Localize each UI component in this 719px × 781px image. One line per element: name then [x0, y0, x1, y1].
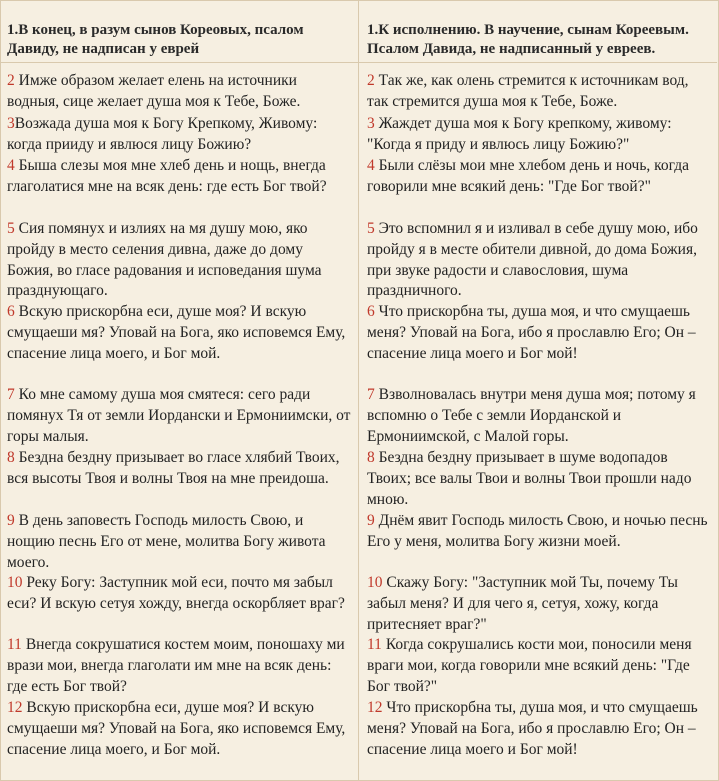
- verse-text: Так же, как олень стремится к источникам вод, так стремится душа моя к Тебе, Боже.: [367, 72, 689, 110]
- verse-2: [367, 71, 711, 113]
- verse-text: Имже образом желает елень на источники водныя, сице желает душа моя к Тебе, Боже.: [7, 72, 301, 110]
- verse-text: Днём явит Господь милость Свою, и ночью песнь Его у меня, молитва Богу жизни моей.: [367, 512, 708, 550]
- verse-number: 9: [7, 512, 15, 529]
- verse-text: Жаждет душа моя к Богу крепкому, живому: "Когда я приду и явлюсь лицу Божию?": [367, 115, 672, 153]
- verse-text: Бездна бездну призывает во гласе хлябий Твоих, вся высоты Твоя и волны Твоя на мне преидоша.: [7, 449, 340, 487]
- verse-6: [7, 302, 352, 364]
- verse-text: В день заповесть Господь милость Свою, и нощию песнь Его от мене, молитва Богу живота моего.: [7, 512, 326, 571]
- verse-9: [7, 511, 352, 573]
- verse-number: 8: [367, 449, 375, 466]
- verse-7: [367, 385, 711, 447]
- verse-text: Внегда сокрушатися костем моим, поношаху ми врази мои, внегда глаголати им мне на всяк день: где есть Бог твой?: [7, 636, 345, 695]
- verse-2: [7, 71, 352, 113]
- verse-11: [367, 635, 711, 697]
- verse-10: [7, 573, 352, 615]
- verse-text: Бездна бездну призывает в шуме водопадов Твоих; все валы Твои и волны Твои прошли надо мною.: [367, 449, 692, 508]
- verse-text: Были слёзы мои мне хлебом день и ночь, когда говорили мне всякий день: "Где Бог твой?": [367, 157, 690, 195]
- verse-4: [7, 156, 352, 198]
- verse-number: 6: [7, 303, 15, 320]
- verse-text: Сия помянух и излиях на мя душу мою, яко пройду в место селения дивна, даже до дому Божия, во гласе радования и исповедания шума празднующаго.: [7, 220, 322, 300]
- verse-number: 5: [7, 220, 15, 237]
- verse-text: Возжада душа моя к Богу Крепкому, Живому: когда прииду и явлюся лицу Божию?: [7, 115, 318, 153]
- verse-8: [367, 448, 711, 510]
- verse-number: 10: [367, 574, 383, 591]
- verse-12: [367, 698, 711, 760]
- right-heading: 1.К исполнению. В научение, сынам Кореевым. Псалом Давида, не надписанный у евреев.: [359, 1, 717, 63]
- verse-number: 2: [367, 72, 375, 89]
- verse-text: Что прискорбна ты, душа моя, и что смущаешь меня? Уповай на Бога, ибо я прославлю Его; Он – спасение лица моего и Бог мой!: [367, 303, 696, 362]
- verse-text: Быша слезы моя мне хлеб день и нощь, внегда глаголатися мне на всяк день: где есть Бог твой?: [7, 157, 327, 195]
- verse-number: 12: [367, 699, 383, 716]
- verse-4: [367, 156, 711, 198]
- verse-text: Что прискорбна ты, душа моя, и что смущаешь меня? Уповай на Бога, ибо я прославлю Его; Он – спасение лица моего и Бог мой!: [367, 699, 698, 758]
- verse-5: [7, 219, 352, 302]
- verse-text: Вскую прискорбна еси, душе моя? И вскую смущаеши мя? Уповай на Бога, яко исповемся Ему, спасение лица моего, и Бог мой.: [7, 699, 346, 758]
- verse-text: Это вспомнил я и изливал в себе душу мою, ибо пройду я в месте обители дивной, до дома Божия, при звуке радости и славословия, шума праздничного.: [367, 220, 698, 300]
- verse-number: 11: [367, 636, 382, 653]
- verse-text: Вскую прискорбна еси, душе моя? И вскую смущаеши мя? Уповай на Бога, яко исповемся Ему, спасение лица моего, и Бог мой.: [7, 303, 346, 362]
- verse-number: 11: [7, 636, 22, 653]
- verse-number: 2: [7, 72, 15, 89]
- verse-7: [7, 385, 352, 447]
- verse-11: [7, 635, 352, 697]
- verse-3: [367, 114, 711, 156]
- verse-number: 3: [7, 115, 15, 132]
- verse-12: [7, 698, 352, 760]
- verse-number: 4: [7, 157, 15, 174]
- verse-number: 6: [367, 303, 375, 320]
- verse-number: 8: [7, 449, 15, 466]
- verse-number: 7: [367, 386, 375, 403]
- verse-6: [367, 302, 711, 364]
- verse-10: [367, 573, 711, 635]
- verse-number: 3: [367, 115, 375, 132]
- verse-number: 5: [367, 220, 375, 237]
- verse-number: 4: [367, 157, 375, 174]
- verse-3: [7, 114, 352, 156]
- verse-text: Ко мне самому душа моя смятеся: сего ради помянух Тя от земли Иордански и Ермониимски, от горы малыя.: [7, 386, 351, 445]
- verse-text: Взволновалась внутри меня душа моя; потому я вспомню о Тебе с земли Иорданской и Ермониимской, с Малой горы.: [367, 386, 696, 445]
- left-heading: 1.В конец, в разум сынов Кореовых, псалом Давиду, не надписан у еврей: [1, 1, 358, 63]
- verse-number: 10: [7, 574, 23, 591]
- verse-text: Скажу Богу: "Заступник мой Ты, почему Ты забыл меня? И для чего я, сетуя, хожу, когда притесняет враг?": [367, 574, 678, 633]
- verse-text: Реку Богу: Заступник мой еси, почто мя забыл еси? И вскую сетуя хожду, внегда оскорбляет враг?: [7, 574, 345, 612]
- verse-number: 7: [7, 386, 15, 403]
- russian-translation-column: [359, 1, 717, 780]
- verse-5: [367, 219, 711, 302]
- verse-9: [367, 511, 711, 553]
- verse-8: [7, 448, 352, 490]
- church-slavonic-column: [1, 1, 359, 780]
- verse-text: Когда сокрушались кости мои, поносили меня враги мои, когда говорили мне всякий день: "Где Бог твой?": [367, 636, 692, 695]
- verse-number: 9: [367, 512, 375, 529]
- verse-number: 12: [7, 699, 23, 716]
